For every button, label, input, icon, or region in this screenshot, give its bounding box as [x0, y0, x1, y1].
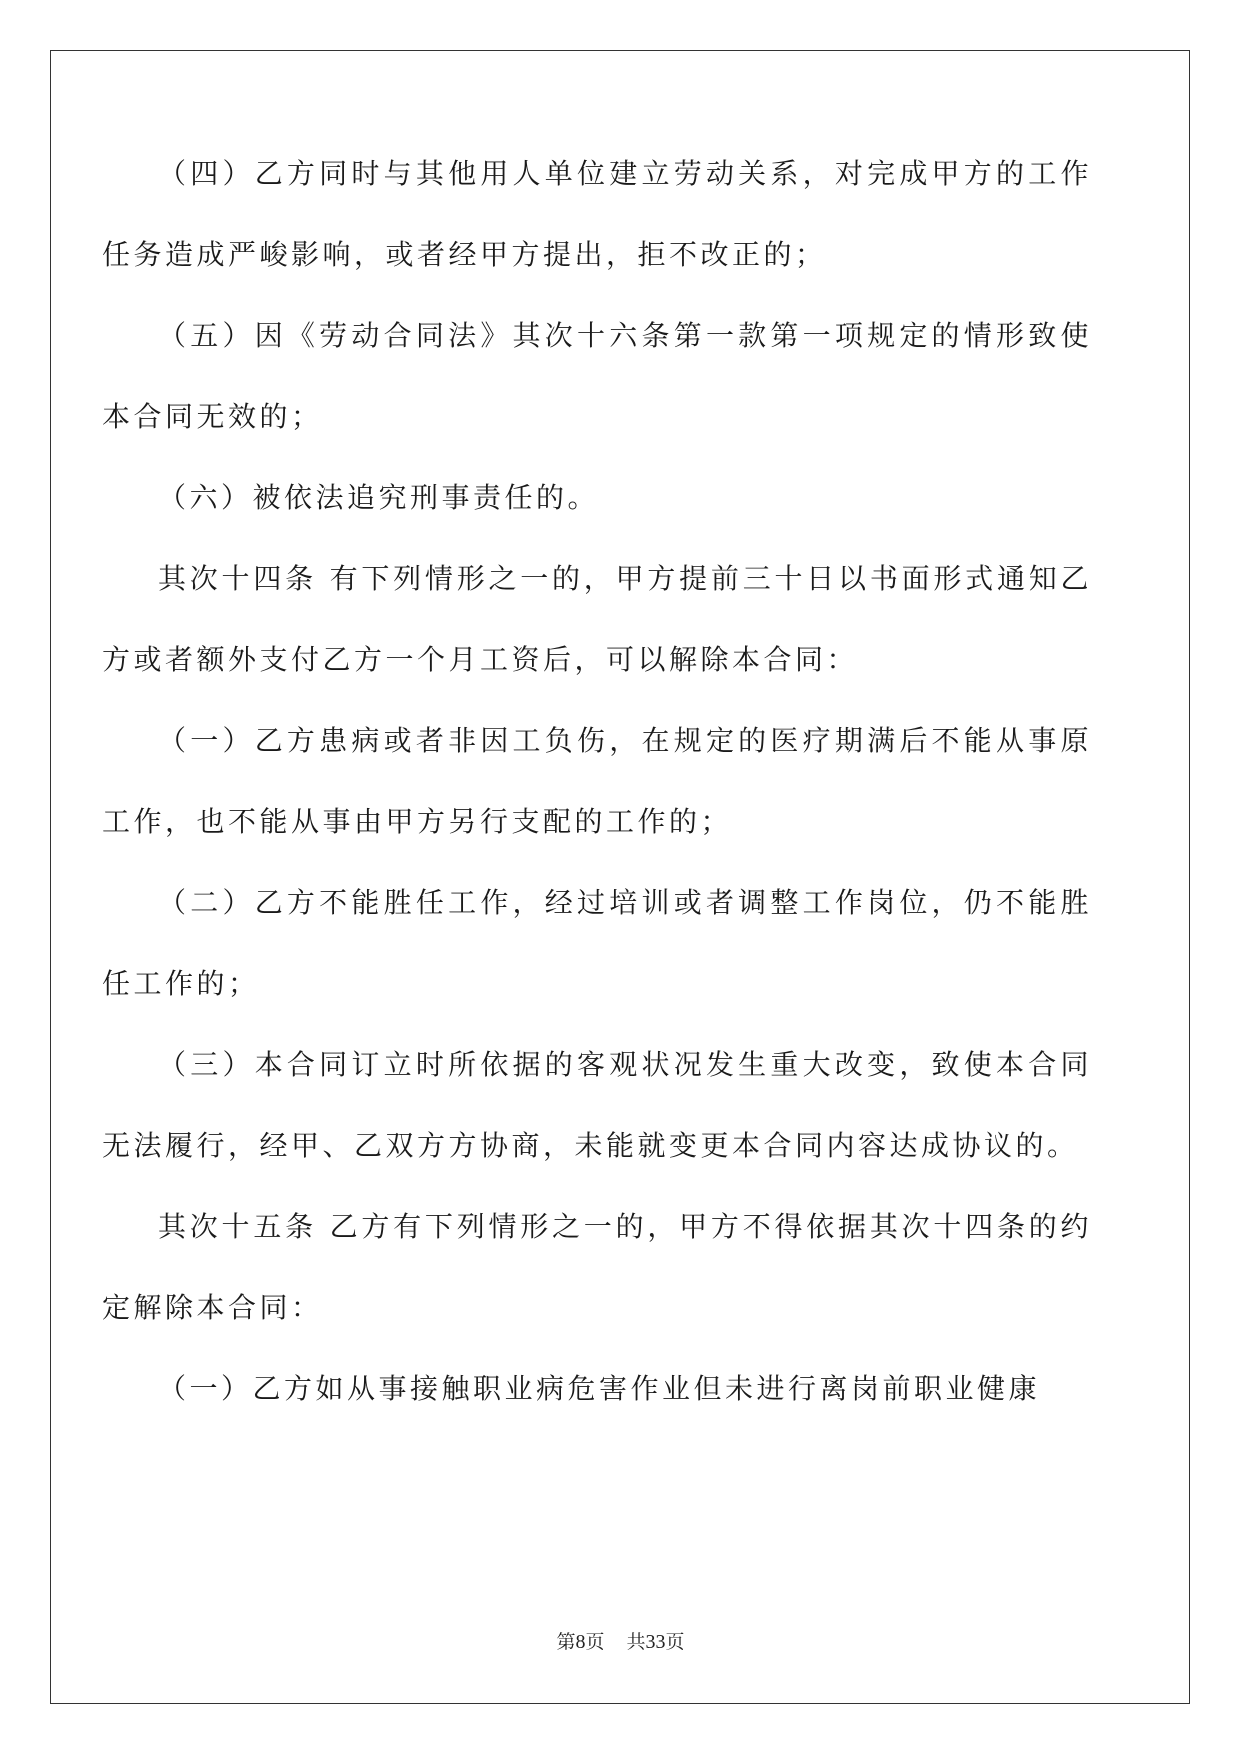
page-prefix: 第	[556, 1631, 576, 1653]
document-body	[102, 133, 1092, 1429]
paragraph: （二）乙方不能胜任工作，经过培训或者调整工作岗位，仍不能胜任工作的；	[102, 886, 1092, 1000]
paragraph: 其次十五条 乙方有下列情形之一的，甲方不得依据其次十四条的约定解除本合同：	[102, 1210, 1092, 1324]
total-pages: 33	[645, 1631, 666, 1653]
paragraph: （一）乙方如从事接触职业病危害作业但未进行离岗前职业健康	[158, 1372, 1041, 1405]
paragraph: （四）乙方同时与其他用人单位建立劳动关系，对完成甲方的工作任务造成严峻影响，或者经甲方提出，拒不改正的；	[102, 157, 1092, 271]
paragraph: （五）因《劳动合同法》其次十六条第一款第一项规定的情形致使本合同无效的；	[102, 319, 1092, 433]
page-footer	[0, 1627, 1241, 1654]
page-number: 8	[575, 1631, 586, 1653]
total-prefix: 共	[626, 1631, 646, 1653]
paragraph: 其次十四条 有下列情形之一的，甲方提前三十日以书面形式通知乙方或者额外支付乙方一个月工资后，可以解除本合同：	[102, 562, 1092, 676]
page-suffix: 页	[585, 1631, 605, 1653]
paragraph: （一）乙方患病或者非因工负伤，在规定的医疗期满后不能从事原工作，也不能从事由甲方另行支配的工作的；	[102, 724, 1092, 838]
total-suffix: 页	[665, 1631, 685, 1653]
paragraph: （三）本合同订立时所依据的客观状况发生重大改变，致使本合同无法履行，经甲、乙双方方协商，未能就变更本合同内容达成协议的。	[102, 1048, 1092, 1162]
paragraph: （六）被依法追究刑事责任的。	[158, 481, 600, 514]
